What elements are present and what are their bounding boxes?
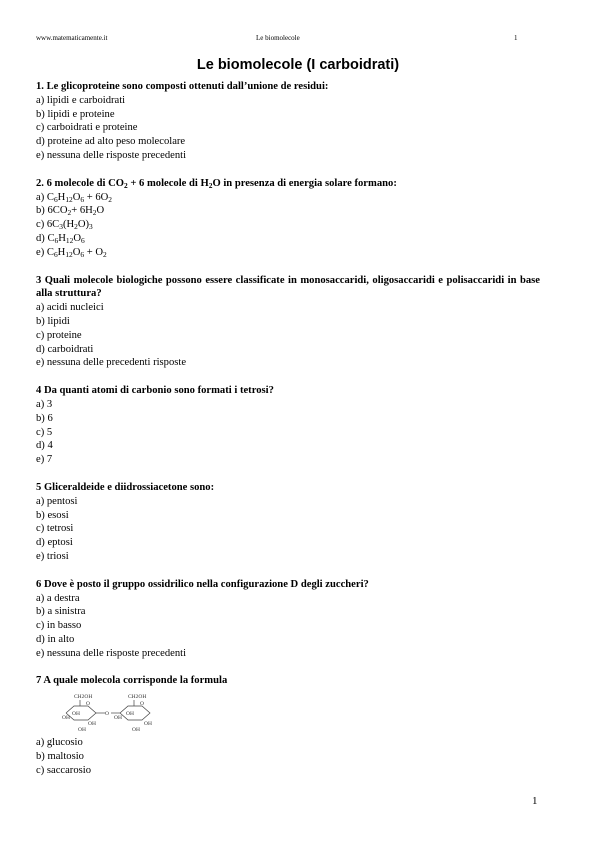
q1-option-d: d) proteine ad alto peso molecolare [36, 136, 186, 148]
question-4: 4 Da quanti atomi di carbonio sono formati i tetrosi? [36, 385, 274, 397]
q7-option-b: b) maltosio [36, 751, 84, 763]
label-oh-2: OH [62, 715, 70, 722]
q3-option-b: b) lipidi [36, 315, 70, 327]
disaccharide-structure-diagram [58, 691, 540, 733]
q6-option-c: c) in basso [36, 620, 82, 632]
q4-option-a: a) 3 [36, 398, 53, 410]
label-oh-7: OH [144, 721, 152, 728]
q3-option-d: d) carboidrati [36, 343, 94, 355]
label-ch2oh-left: CH2OH [74, 694, 93, 701]
question-6: 6 Dove è posto il gruppo ossidrilico nella configurazione D degli zuccheri? [36, 578, 369, 590]
q5-option-b: b) esosi [36, 509, 69, 521]
q1-option-b: b) lipidi e proteine [36, 108, 115, 120]
label-ring-o-right: O [140, 701, 144, 708]
q2-option-b: b) $6CO_2+ 6H_2O$ [36, 205, 105, 218]
label-oh-4: OH [78, 727, 86, 734]
label-bridge-o: O [105, 711, 109, 718]
label-oh-3: OH [88, 721, 96, 728]
question-2: 2. 6 molecole di $CO_2 + 6$ molecole di $H_2O$ in presenza di energia solare formano: [36, 177, 397, 190]
label-oh-1: OH [72, 711, 80, 718]
q5-option-d: d) eptosi [36, 537, 73, 549]
q2-option-e: e) $C_6H_{12}O_6 + O_2$ [36, 246, 107, 259]
page-title: Le biomolecole (I carboidrati) [196, 57, 400, 73]
q6-option-a: a) a destra [36, 592, 80, 604]
q3-option-c: c) proteine [36, 329, 82, 341]
q6-option-b: b) a sinistra [36, 606, 86, 618]
q1-option-c: c) carboidrati e proteine [36, 122, 138, 134]
q7-option-a: a) glucosio [36, 737, 83, 749]
q6-option-d: d) in alto [36, 633, 75, 645]
haworth-formula [58, 691, 178, 733]
label-oh-5: OH [126, 711, 134, 718]
footer-page-number: 1 [532, 795, 538, 807]
question-1: 1. Le glicoproteine sono composti ottenuti dall’unione de residui: [36, 81, 329, 92]
q2-option-d: d) $C_6H_{12}O_6$ [36, 232, 85, 245]
q2-option-c: c) $6C_3(H_2O)_3$ [36, 219, 93, 232]
ring-right [120, 700, 150, 720]
q7-option-c: c) saccarosio [36, 764, 91, 776]
header-page-number: 1 [514, 34, 518, 42]
q3-option-e: e) nessuna delle precedenti risposte [36, 357, 187, 369]
q1-option-e: e) nessuna delle risposte precedenti [36, 149, 187, 161]
q5-option-c: c) tetrosi [36, 523, 74, 535]
question-5: 5 Gliceraldeide e diidrossiacetone sono: [36, 481, 215, 493]
q4-option-d: d) 4 [36, 440, 53, 452]
q5-option-a: a) pentosi [36, 495, 78, 507]
q1-option-a: a) lipidi e carboidrati [36, 94, 126, 106]
q2-option-a: a) $C_6H_{12}O_6 + 6O_2$ [36, 191, 112, 204]
question-7: 7 A quale molecola corrisponde la formula [36, 675, 228, 687]
question-3: 3 Quali molecole biologiche possono essere classificate in monosaccaridi, oligosaccaridi e polisaccaridi in base alla struttura? [36, 274, 540, 300]
q5-option-e: e) triosi [36, 550, 69, 562]
label-oh-8: OH [132, 727, 140, 734]
q4-option-e: e) 7 [36, 454, 53, 466]
label-ch2oh-right: CH2OH [128, 694, 147, 701]
q4-option-c: c) 5 [36, 426, 53, 438]
q4-option-b: b) 6 [36, 412, 53, 424]
header-site: www.matematicamente.it [36, 34, 108, 42]
quiz-content [36, 80, 540, 778]
q3-option-a: a) acidi nucleici [36, 302, 104, 314]
header-topic: Le biomolecole [256, 34, 300, 42]
ring-left [66, 700, 96, 720]
q6-option-e: e) nessuna delle risposte precedenti [36, 647, 187, 659]
label-oh-6: OH [114, 715, 122, 722]
label-ring-o-left: O [86, 701, 90, 708]
